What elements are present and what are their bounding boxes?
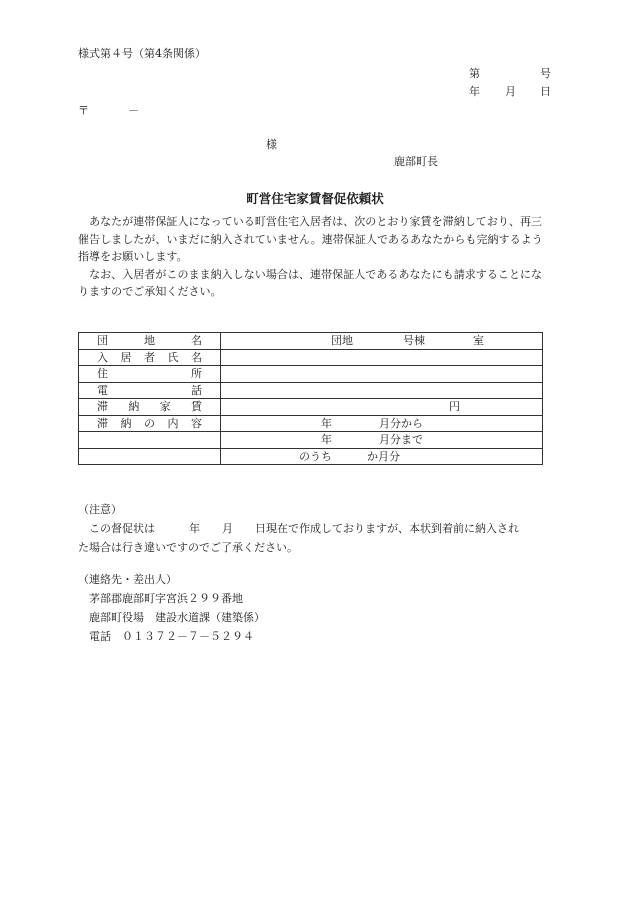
label-phone: 電話 xyxy=(79,382,221,399)
table-row xyxy=(79,349,543,366)
note-line-2: た場合は行き違いですのでご了承ください。 xyxy=(78,541,298,554)
date-year-label: 年 xyxy=(469,85,480,98)
label-resident-name: 入居者氏名 xyxy=(79,349,221,366)
form-label: 様式第４号（第4条関係） xyxy=(78,47,206,60)
months-label: か月分 xyxy=(367,449,400,463)
value-resident-name xyxy=(221,349,543,366)
note-line-1 xyxy=(78,519,548,538)
body-paragraph-2-text: なお、入居者がこのまま納入しない場合は、連帯保証人であるあなたにも請求することになりますのでご承知ください。 xyxy=(78,267,543,298)
date-month-label: 月 xyxy=(505,85,516,98)
recipient-honorific: 様 xyxy=(266,138,277,151)
label-address: 住所 xyxy=(79,366,221,383)
contact-address: 茅部郡鹿部町字宮浜２９９番地 xyxy=(89,592,243,605)
contact-office: 鹿部町役場 建設水道課（建築係） xyxy=(89,611,265,624)
note-heading: （注意） xyxy=(78,503,122,516)
table-row xyxy=(79,432,543,449)
to-year-label: 年 xyxy=(321,433,332,446)
from-month-label: 月分から xyxy=(379,416,423,430)
body-paragraph-1 xyxy=(78,213,548,266)
document-number-prefix: 第 xyxy=(469,67,480,80)
sender-name: 鹿部町長 xyxy=(394,155,438,168)
label-danchi: 団地名 xyxy=(79,333,221,350)
yen-unit: 円 xyxy=(449,400,460,413)
arrears-info-table xyxy=(78,332,543,465)
contact-phone-line xyxy=(78,627,548,646)
table-row xyxy=(79,448,543,465)
note-text-b: 日現在で作成しておりますが、本状到着前に納入され xyxy=(255,522,519,535)
date-day-label: 日 xyxy=(540,85,551,98)
gouto-word: 号棟 xyxy=(403,334,425,347)
table-row xyxy=(79,415,543,432)
contact-office-line xyxy=(78,608,548,627)
shitsu-word: 室 xyxy=(473,334,484,347)
contact-phone: 電話 ０１３７２－７－５２９４ xyxy=(89,630,254,643)
label-empty-2 xyxy=(79,448,221,465)
note-text-a: この督促状は xyxy=(89,522,155,535)
danchi-word: 団地 xyxy=(331,334,353,347)
label-empty-1 xyxy=(79,432,221,449)
from-year-label: 年 xyxy=(321,416,332,430)
value-danchi xyxy=(221,333,543,350)
table-row xyxy=(79,382,543,399)
contact-heading: （連絡先・差出人） xyxy=(78,573,177,586)
contact-address-line xyxy=(78,589,548,608)
table-row xyxy=(79,399,543,416)
note-year: 年 xyxy=(189,522,200,535)
note-section xyxy=(78,500,548,557)
body-text xyxy=(78,213,548,301)
value-period-to xyxy=(221,432,543,449)
value-months-count xyxy=(221,448,543,465)
note-month: 月 xyxy=(222,522,233,535)
to-month-label: 月分まで xyxy=(379,433,423,446)
value-phone xyxy=(221,382,543,399)
of-which-label: のうち xyxy=(299,449,332,463)
document-title: 町営住宅家賃督促依頼状 xyxy=(246,191,384,206)
body-paragraph-1-text: あなたが連帯保証人になっている町営住宅入居者は、次のとおり家賃を滞納しており、再三催告しましたが、いまだに納入されていません。連帯保証人であるあなたからも完納するよう指導をお願いします。 xyxy=(78,215,543,263)
body-paragraph-2 xyxy=(78,266,548,301)
postal-code-dash: － xyxy=(128,104,139,117)
table-row xyxy=(79,366,543,383)
value-address xyxy=(221,366,543,383)
value-period-from xyxy=(221,415,543,432)
value-unpaid-rent xyxy=(221,399,543,416)
document-number-suffix: 号 xyxy=(540,67,551,80)
label-arrears-detail: 滞納の内容 xyxy=(79,415,221,432)
postal-mark: 〒 xyxy=(78,104,89,117)
contact-section xyxy=(78,570,548,646)
label-unpaid-rent: 滞納家賃 xyxy=(79,399,221,416)
table-row xyxy=(79,333,543,350)
